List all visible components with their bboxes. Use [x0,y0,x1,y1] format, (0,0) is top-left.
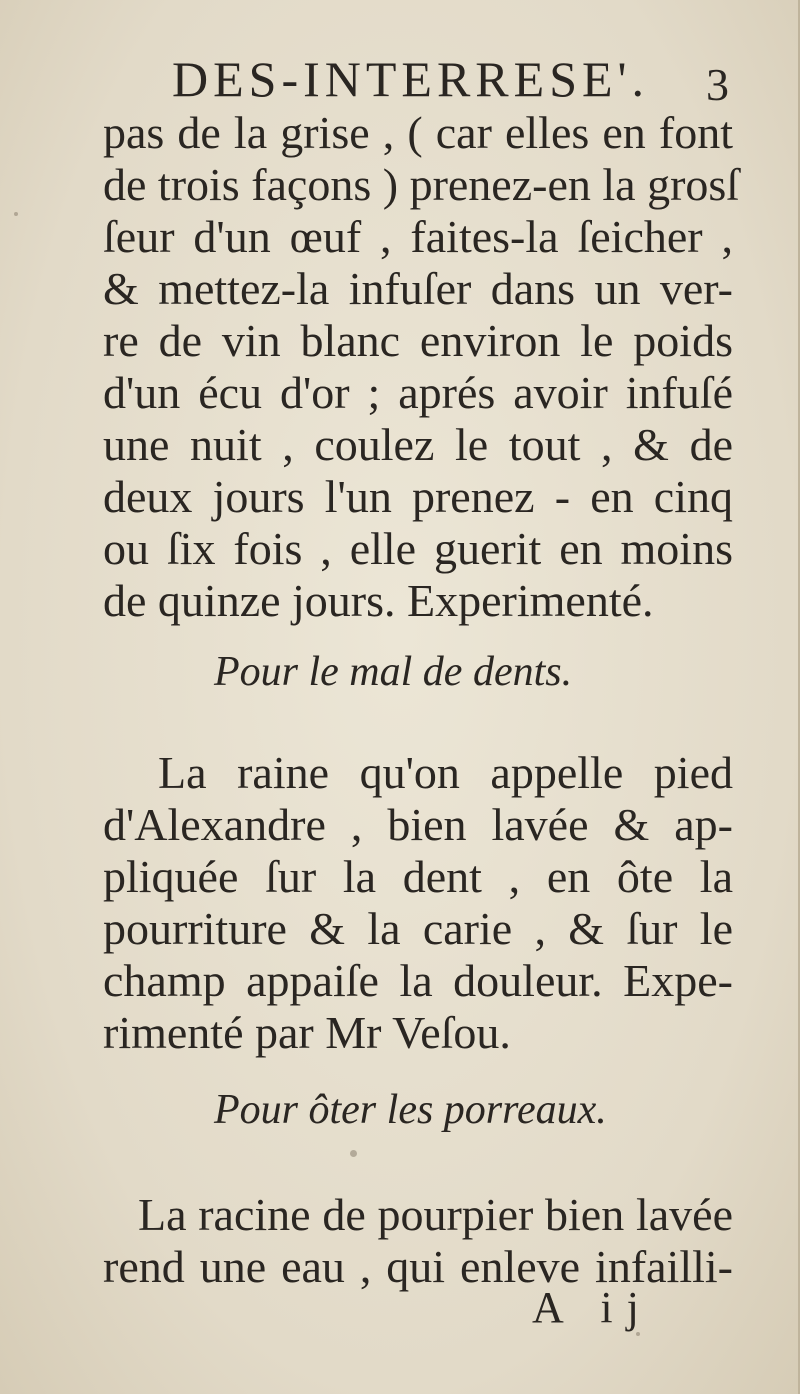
section-heading [0,647,800,697]
page-number: 3 [706,59,729,110]
paragraph-line: La raine qu'on appelle pied [158,747,733,798]
paragraph-line: ſeur d'un œuf , faites-la ſeicher , [103,211,733,262]
section-heading-text: Pour ôter les porreaux. [214,1087,607,1133]
paragraph-line: champ appaiſe la douleur. Expe- [103,955,733,1006]
section-heading [0,1085,800,1135]
paragraph-line: & mettez-la infuſer dans un ver- [103,263,733,314]
section-heading-text: Pour le mal de dents. [214,649,573,695]
paragraph-line: de quinze jours. Experimenté. [103,575,654,626]
signature-mark: A ij [532,1283,653,1332]
paper-speck [14,212,18,216]
paragraph-line: re de vin blanc environ le poids [103,315,733,366]
paragraph-line: deux jours l'un prenez - en cinq [103,471,733,522]
paragraph-line: pas de la grise , ( car elles en font [103,107,733,158]
paragraph-line: pliquée ſur la dent , en ôte la [103,851,733,902]
paper-speck [350,1150,357,1157]
running-head-title: DES-INTERRESE'. [172,51,650,107]
paragraph-line: rend une eau , qui enleve infailli- [103,1241,733,1292]
running-head [0,44,800,114]
paragraph-line: ou ſix fois , elle guerit en moins [103,523,733,574]
paper-speck [636,1332,640,1336]
paragraph-line: rimenté par Mr Veſou. [103,1007,511,1058]
paragraph-line: de trois façons ) prenez-en la grosſ [103,159,740,210]
paragraph-line: d'Alexandre , bien lavée & ap- [103,799,733,850]
paragraph-line: pourriture & la carie , & ſur le [103,903,733,954]
paragraph-line: une nuit , coulez le tout , & de [103,419,733,470]
paragraph-line: La racine de pourpier bien lavée [138,1189,733,1240]
paragraph-line: d'un écu d'or ; aprés avoir infuſé [103,367,733,418]
